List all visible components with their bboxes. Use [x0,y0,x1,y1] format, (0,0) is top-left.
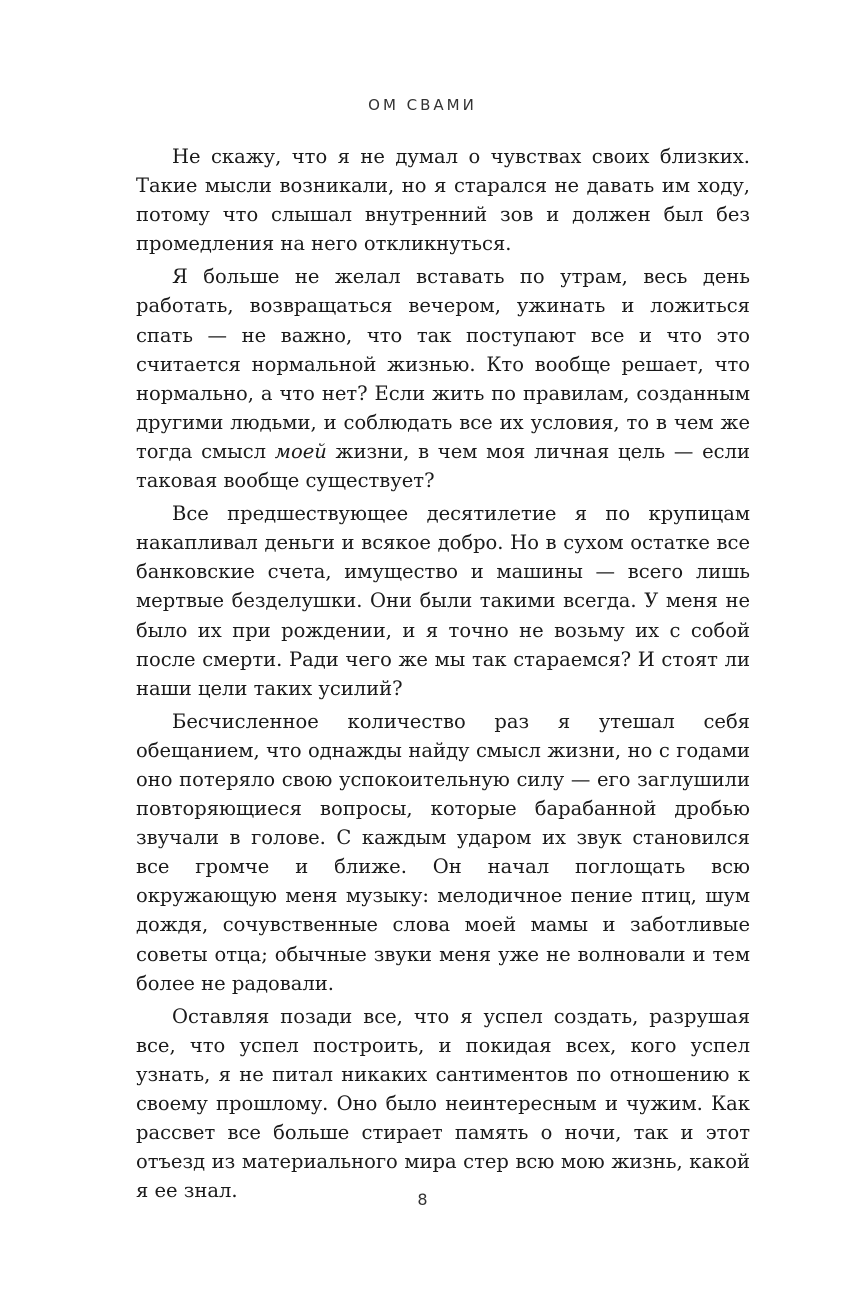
paragraph-2-end: жизни, в чем моя личная цель — если таковая вообще существует? [136,439,750,493]
paragraph-3: Все предшествующее десятилетие я по крупицам накапливал деньги и всякое добро. Но в сухом остатке все банковские счета, имущество и машины — всего лишь мертвые безделушки. Они были такими всегда. У меня не было их при рождении, и я точно не возьму их с собой после смерти. Ради чего же мы так стараемся? И стоят ли наши цели таких усилий? [136,502,750,700]
paragraph-5: Оставляя позади все, что я успел создать, разрушая все, что успел построить, и покидая всех, кого успел узнать, я не питал никаких сантиментов по отношению к своему прошлому. Оно было неинтересным и чужим. Как рассвет все больше стирает память о ночи, так и этот отъезд из материального мира стер всю мою жизнь, какой я ее знал. [136,1004,750,1203]
emphasis-word: моей [274,439,327,463]
body-text [136,142,750,1209]
paragraph-1: Не скажу, что я не думал о чувствах своих близких. Такие мысли возникали, но я старался не давать им ходу, потому что слышал внутренний зов и должен был без промедления на него откликнуться. [136,145,750,256]
paragraph-2 [136,262,750,495]
page-number: 8 [417,1190,428,1209]
paragraph-2-start: Я больше не желал вставать по утрам, весь день работать, возвращаться вечером, ужинать и ложиться спать — не важно, что так поступают все и что это считается нормальной жизнью. Кто вообще решает, что нормально, а что нет? Если жить по правилам, созданным другими людьми, и соблюдать все их условия, то в чем же тогда смысл [136,265,750,463]
running-title: ОМ СВАМИ [368,96,477,114]
paragraph-4: Бесчисленное количество раз я утешал себя обещанием, что однажды найду смысл жизни, но с годами оно потеряло свою успокоительную силу — его заглушили повторяющиеся вопросы, которые барабанной дробью звучали в голове. С каждым ударом их звук становился все громче и ближе. Он начал поглощать всю окружающую меня музыку: мелодичное пение птиц, шум дождя, сочувственные слова моей мамы и заботливые советы отца; обычные звуки меня уже не волновали и тем более не радовали. [136,709,750,995]
